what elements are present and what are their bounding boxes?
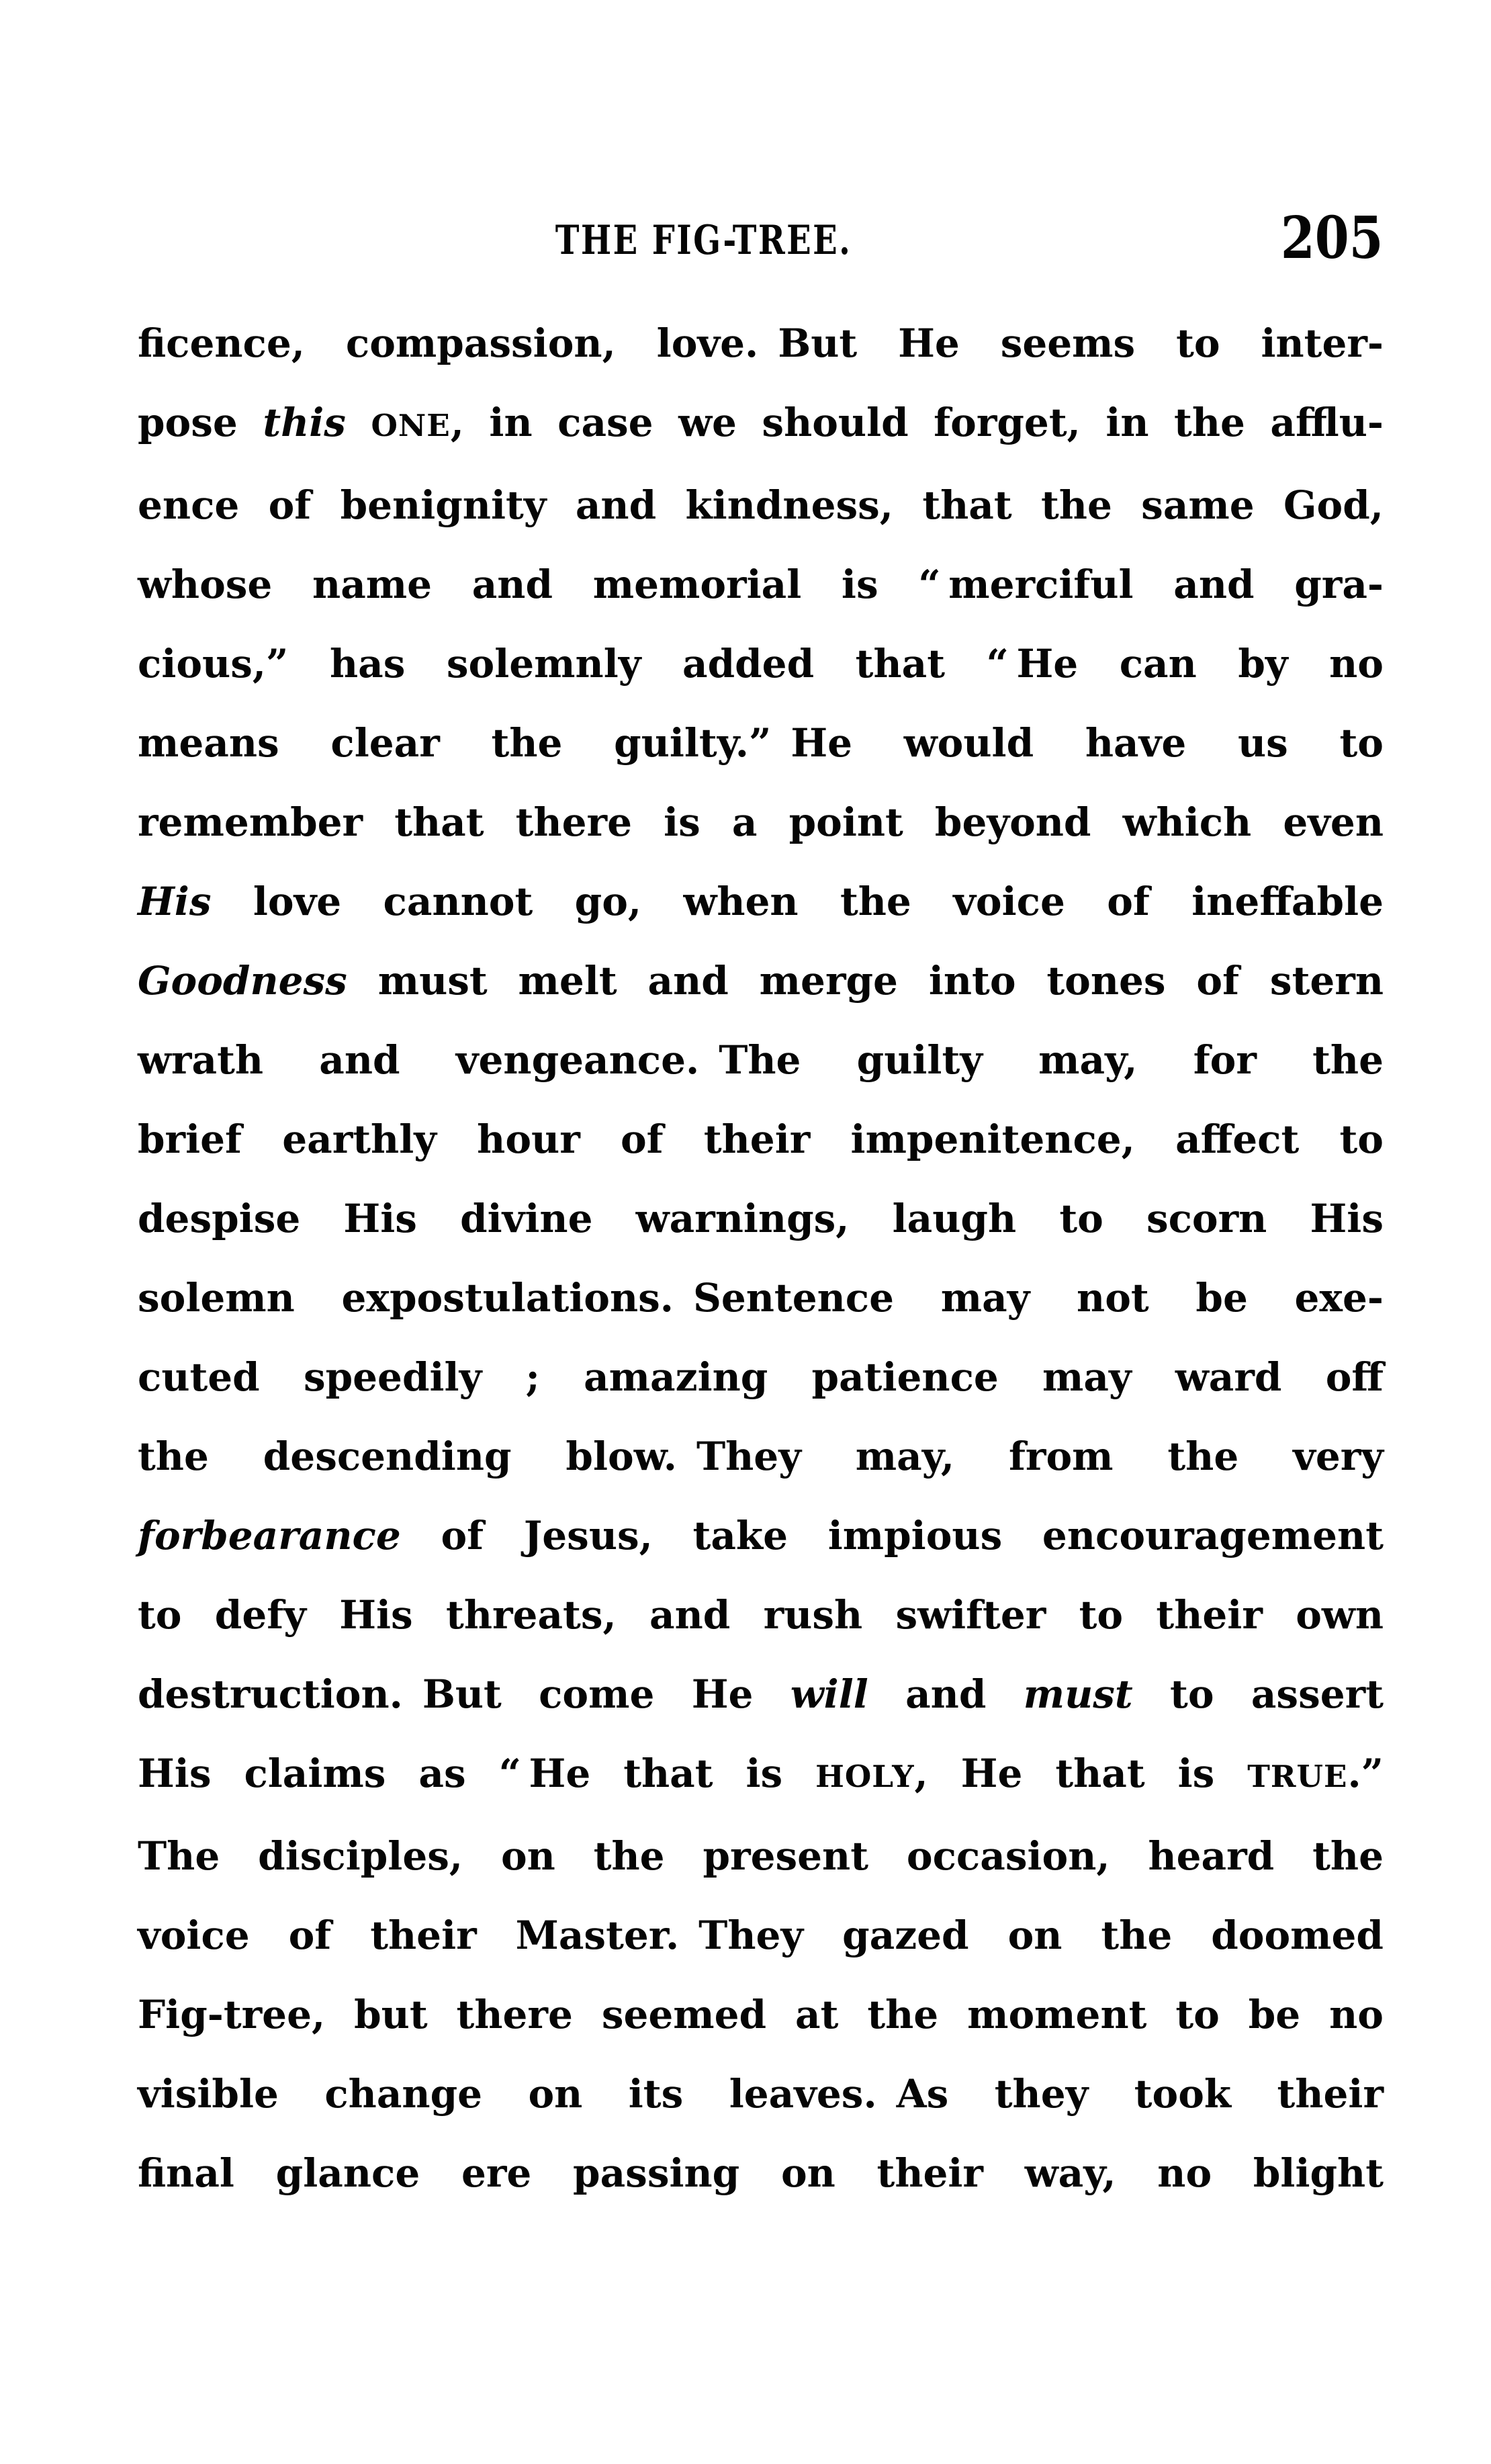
text-line: despise His divine warnings, laugh to scorn His — [138, 1196, 1384, 1241]
text-line: whose name and memorial is “ merciful and gra- — [138, 562, 1384, 607]
text-line: wrath and vengeance. The guilty may, for the — [138, 1037, 1384, 1083]
text-line: ence of benignity and kindness, that the same God, — [138, 482, 1384, 528]
text-line: pose this ONE, in case we should forget, in the afflu- — [138, 400, 1384, 445]
page-body — [138, 304, 1384, 2213]
text-line: brief earthly hour of their impenitence, affect to — [138, 1116, 1384, 1162]
text-line: visible change on its leaves. As they took their — [138, 2071, 1384, 2117]
page-header — [138, 204, 1384, 281]
text-line: means clear the guilty.” He would have us to — [138, 720, 1384, 766]
text-line: destruction. But come He will and must to assert — [138, 1671, 1384, 1717]
text-line: final glance ere passing on their way, no blight — [138, 2150, 1384, 2196]
text-line: to defy His threats, and rush swifter to their own — [138, 1592, 1384, 1638]
text-line: Fig-tree, but there seemed at the moment to be no — [138, 1992, 1384, 2037]
text-line: solemn expostulations. Sentence may not be exe- — [138, 1275, 1384, 1321]
text-line: His love cannot go, when the voice of ineffable — [138, 879, 1384, 924]
text-line: The disciples, on the present occasion, heard the — [138, 1833, 1384, 1879]
text-line: forbearance of Jesus, take impious encouragement — [138, 1513, 1384, 1558]
running-title: THE FIG-TREE. — [555, 217, 852, 264]
text-line: remember that there is a point beyond which even — [138, 799, 1384, 845]
page-number: 205 — [1281, 204, 1384, 272]
text-line: cious,” has solemnly added that “ He can by no — [138, 641, 1384, 687]
text-line: His claims as “ He that is HOLY, He that is TRUE.” — [138, 1751, 1384, 1796]
text-line: voice of their Master. They gazed on the doomed — [138, 1912, 1384, 1958]
text-line: ficence, compassion, love. But He seems to inter- — [138, 320, 1384, 366]
text-line: Goodness must melt and merge into tones of stern — [138, 958, 1384, 1004]
text-line: the descending blow. They may, from the very — [138, 1434, 1384, 1479]
text-line: cuted speedily ; amazing patience may ward off — [138, 1354, 1384, 1400]
